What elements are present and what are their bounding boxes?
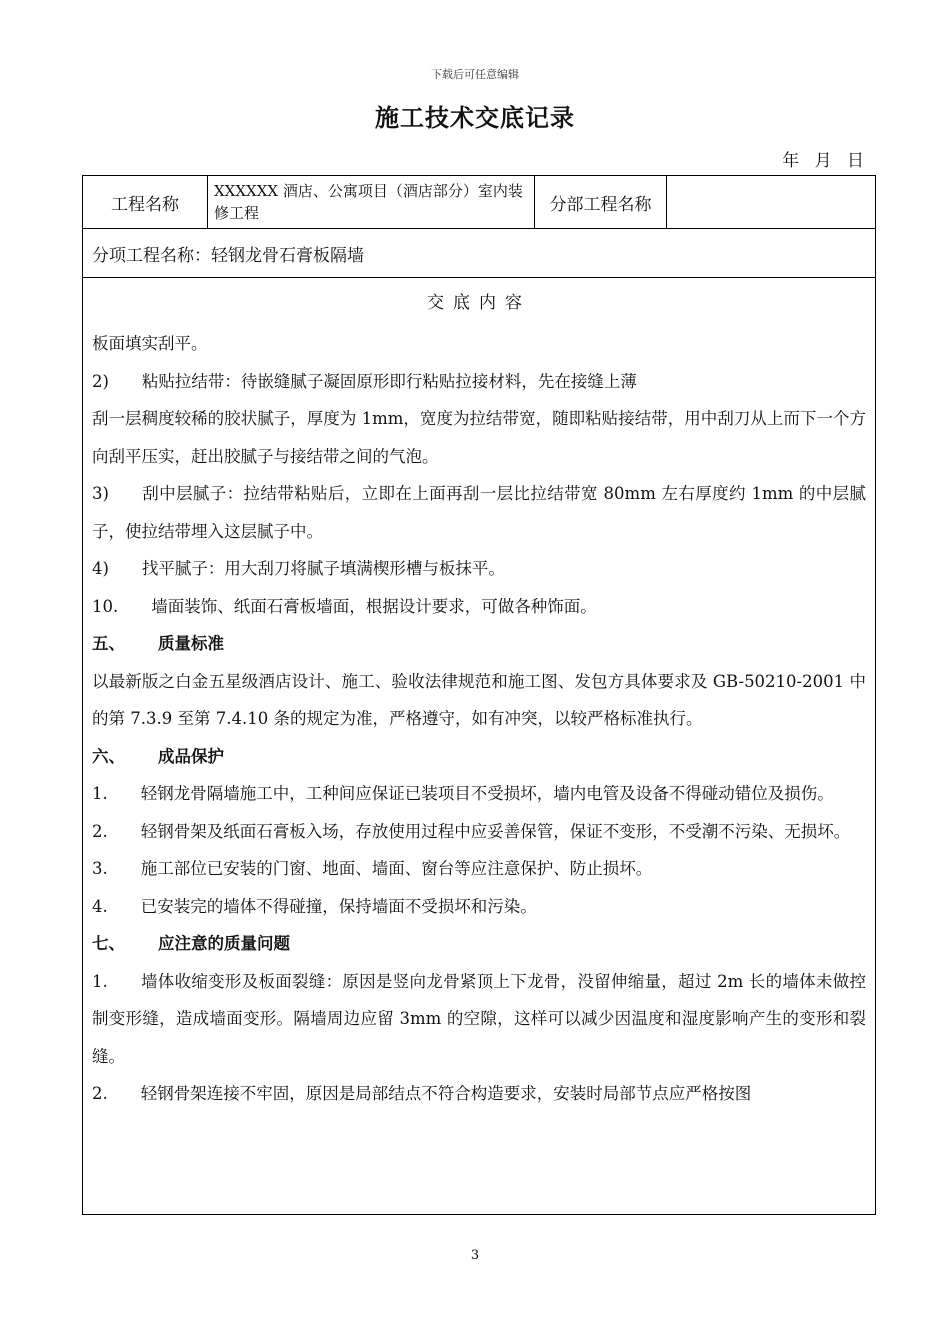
content-line: 10. 墙面装饰、纸面石膏板墙面，根据设计要求，可做各种饰面。 (92, 596, 597, 616)
project-name-value: XXXXXX 酒店、公寓项目（酒店部分）室内装修工程 (208, 176, 535, 228)
content-line: 以最新版之白金五星级酒店设计、施工、验收法律规范和施工图、发包方具体要求及 GB-50210-2001 中的第 7.3.9 至第 7.4.10 条的规定为准，严格遵守，如有冲突，以较严格标准执行。 (92, 671, 866, 728)
date-label: 年 月 日 (782, 151, 864, 171)
content-line: 1. 轻钢龙骨隔墙施工中，工种间应保证已装项目不受损坏，墙内电管及设备不得碰动错位及损伤。 (92, 784, 834, 803)
content-line: 4. 已安装完的墙体不得碰撞，保持墙面不受损坏和污染。 (92, 896, 537, 916)
content-line: 3. 施工部位已安装的门窗、地面、墙面、窗台等应注意保护、防止损坏。 (92, 859, 653, 878)
section-heading: 六、 成品保护 (92, 746, 224, 766)
content-line: 板面填实刮平。 (92, 334, 208, 353)
header-note: 下载后可任意编辑 (431, 68, 519, 81)
sub-project-label: 分部工程名称 (535, 176, 667, 228)
disclosure-content (83, 278, 875, 1113)
disclosure-table (82, 175, 876, 1215)
content-line: 3) 刮中层腻子：拉结带粘贴后，立即在上面再刮一层比拉结带宽 80mm 左右厚度约 1mm 的中层腻子，使拉结带埋入这层腻子中。 (92, 484, 866, 541)
content-line: 2) 粘贴拉结带：待嵌缝腻子凝固原形即行粘贴拉接材料，先在接缝上薄 (92, 371, 637, 391)
sub-project-value (667, 176, 875, 228)
content-title: 交底内容 (427, 293, 531, 313)
section-heading: 七、 应注意的质量问题 (92, 934, 290, 953)
project-row (83, 176, 875, 229)
project-name-label: 工程名称 (83, 176, 208, 228)
content-line: 1. 墙体收缩变形及板面裂缝：原因是竖向龙骨紧顶上下龙骨，没留伸缩量，超过 2m 长的墙体未做控制变形缝，造成墙面变形。隔墙周边应留 3mm 的空隙，这样可以减少因温度和湿度影响产生的变形和裂缝。 (92, 971, 866, 1066)
item-name: 分项工程名称：轻钢龙骨石膏板隔墙 (83, 229, 875, 278)
content-line: 2. 轻钢骨架连接不牢固，原因是局部结点不符合构造要求，安装时局部节点应严格按图 (92, 1084, 752, 1103)
content-line: 刮一层稠度较稀的胶状腻子，厚度为 1mm，宽度为拉结带宽，随即粘贴接结带，用中刮刀从上而下一个方向刮平压实，赶出胶腻子与接结带之间的气泡。 (92, 409, 866, 466)
document-title: 施工技术交底记录 (375, 103, 575, 132)
content-line: 4) 找平腻子：用大刮刀将腻子填满楔形槽与板抹平。 (92, 559, 505, 578)
content-line: 2. 轻钢骨架及纸面石膏板入场，存放使用过程中应妥善保管，保证不变形，不受潮不污染、无损坏。 (92, 821, 851, 841)
page-number: 3 (470, 1248, 480, 1263)
section-heading: 五、 质量标准 (92, 634, 224, 653)
